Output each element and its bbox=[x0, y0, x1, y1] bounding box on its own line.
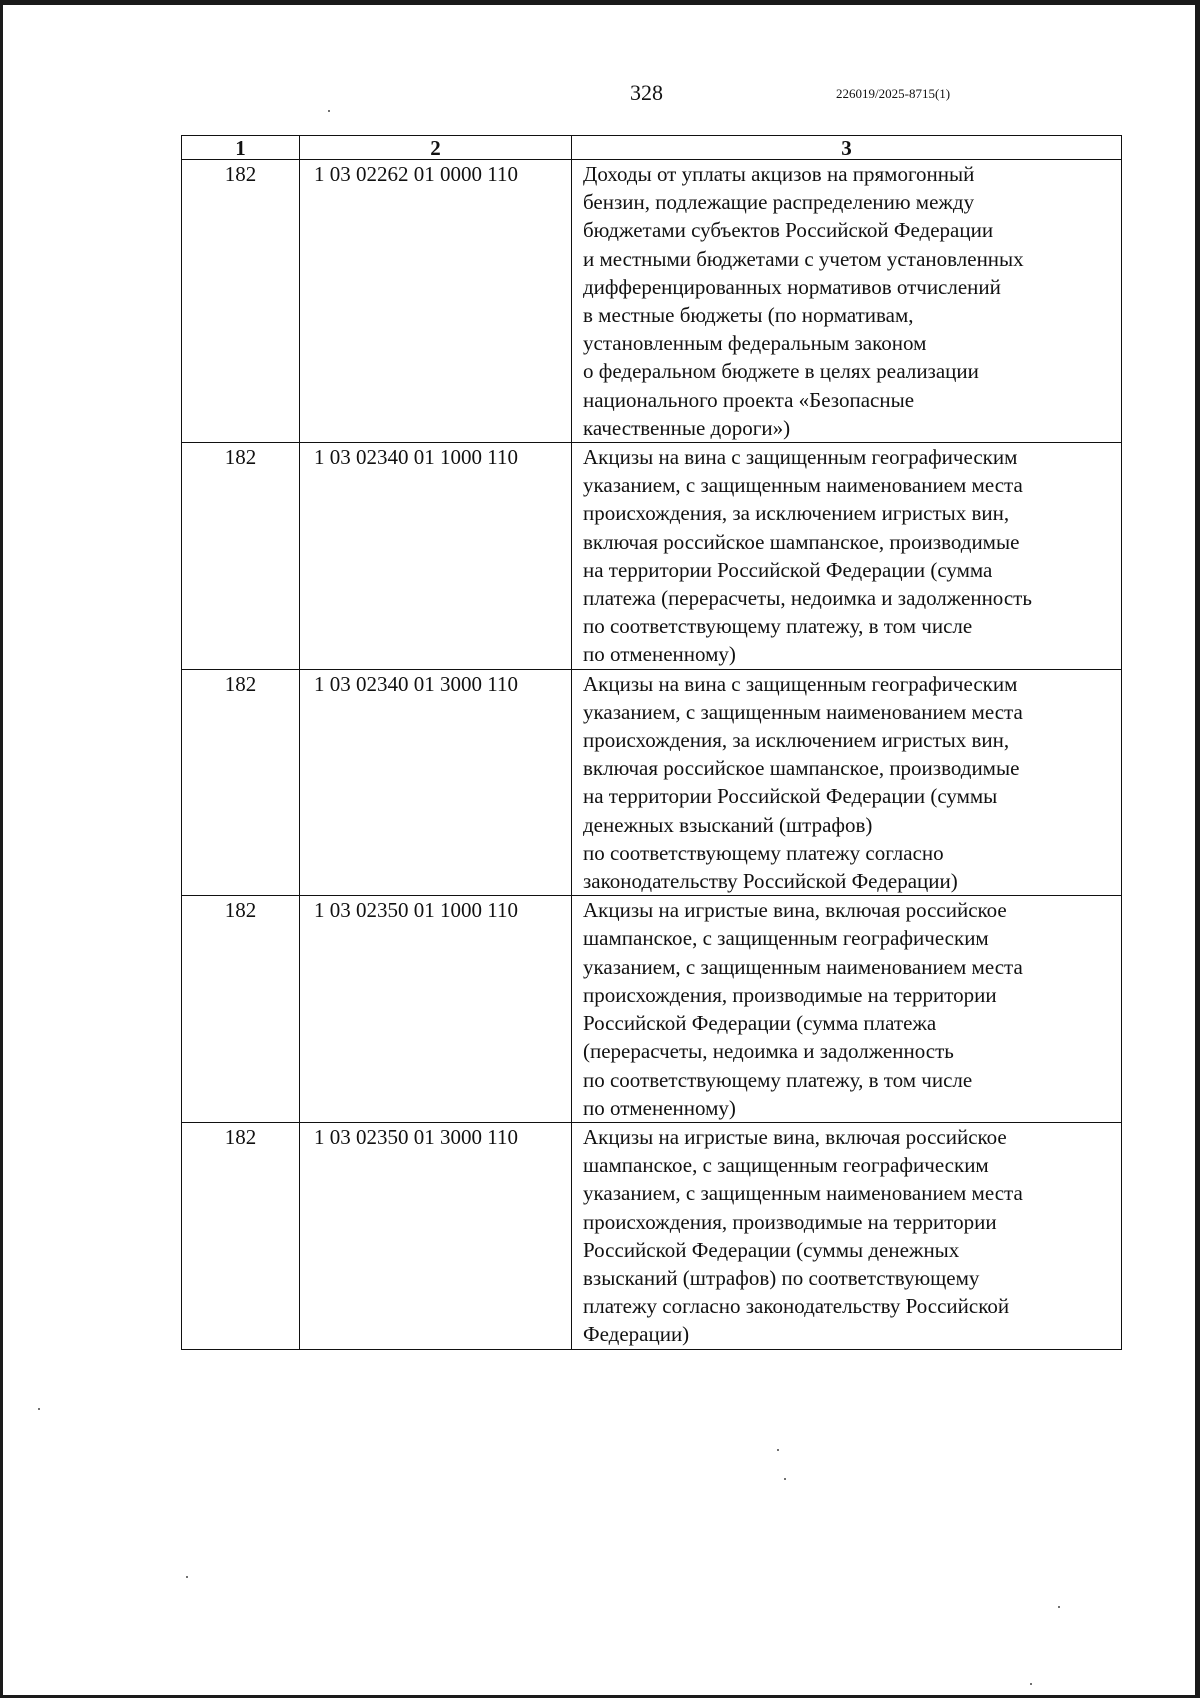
column-header-admin-code: 1 bbox=[182, 136, 300, 160]
table-row bbox=[182, 896, 1122, 1123]
admin-code-cell: 182 bbox=[182, 669, 300, 896]
revenue-codes-table bbox=[181, 135, 1122, 1350]
scan-speck bbox=[38, 1408, 40, 1410]
column-header-kbk: 2 bbox=[300, 136, 572, 160]
kbk-code-cell: 1 03 02340 01 3000 110 bbox=[300, 669, 572, 896]
page-number: 328 bbox=[630, 80, 663, 105]
table-row bbox=[182, 443, 1122, 670]
description-cell: Акцизы на игристые вина, включая российское шампанское, с защищенным географическим указанием, с защищенным наименованием места происхождения, производимые на территории Российской Федерации (суммы денежных взысканий (штрафов) по соответствующему платежу согласно законодательству Российской Федерации) bbox=[572, 1122, 1122, 1349]
kbk-code-cell: 1 03 02340 01 1000 110 bbox=[300, 443, 572, 670]
kbk-code-cell: 1 03 02350 01 1000 110 bbox=[300, 896, 572, 1123]
table-row bbox=[182, 1122, 1122, 1349]
admin-code-cell: 182 bbox=[182, 1122, 300, 1349]
scan-edge-mark bbox=[0, 0, 120, 3]
scan-speck bbox=[784, 1478, 786, 1480]
table-header-row bbox=[182, 136, 1122, 160]
admin-code-cell: 182 bbox=[182, 896, 300, 1123]
kbk-code-cell: 1 03 02262 01 0000 110 bbox=[300, 160, 572, 443]
description-cell: Акцизы на вина с защищенным географическим указанием, с защищенным наименованием места происхождения, за исключением игристых вин, включая российское шампанское, производимые на территории Российской Федерации (суммы денежных взысканий (штрафов) по соответствующему платежу согласно законодательству Российской Федерации) bbox=[572, 669, 1122, 896]
document-reference: 226019/2025-8715(1) bbox=[836, 86, 951, 101]
scan-speck bbox=[186, 1576, 188, 1578]
scan-speck bbox=[777, 1449, 779, 1451]
description-cell: Акцизы на игристые вина, включая российское шампанское, с защищенным географическим указанием, с защищенным наименованием места происхождения, производимые на территории Российской Федерации (сумма платежа (перерасчеты, недоимка и задолженность по соответствующему платежу, в том числе по отмененному) bbox=[572, 896, 1122, 1123]
column-header-description: 3 bbox=[572, 136, 1122, 160]
description-cell: Акцизы на вина с защищенным географическим указанием, с защищенным наименованием места происхождения, за исключением игристых вин, включая российское шампанское, производимые на территории Российской Федерации (сумма платежа (перерасчеты, недоимка и задолженность по соответствующему платежу, в том числе по отмененному) bbox=[572, 443, 1122, 670]
scan-speck bbox=[1058, 1606, 1060, 1608]
table-row bbox=[182, 669, 1122, 896]
table-row bbox=[182, 160, 1122, 443]
admin-code-cell: 182 bbox=[182, 443, 300, 670]
scan-speck bbox=[1030, 1683, 1032, 1685]
scan-speck bbox=[328, 110, 330, 112]
kbk-code-cell: 1 03 02350 01 3000 110 bbox=[300, 1122, 572, 1349]
description-cell: Доходы от уплаты акцизов на прямогонный бензин, подлежащие распределению между бюджетами субъектов Российской Федерации и местными бюджетами с учетом установленных дифференцированных нормативов отчислений в местные бюджеты (по нормативам, установленным федеральным законом о федеральном бюджете в целях реализации национального проекта «Безопасные качественные дороги») bbox=[572, 160, 1122, 443]
admin-code-cell: 182 bbox=[182, 160, 300, 443]
